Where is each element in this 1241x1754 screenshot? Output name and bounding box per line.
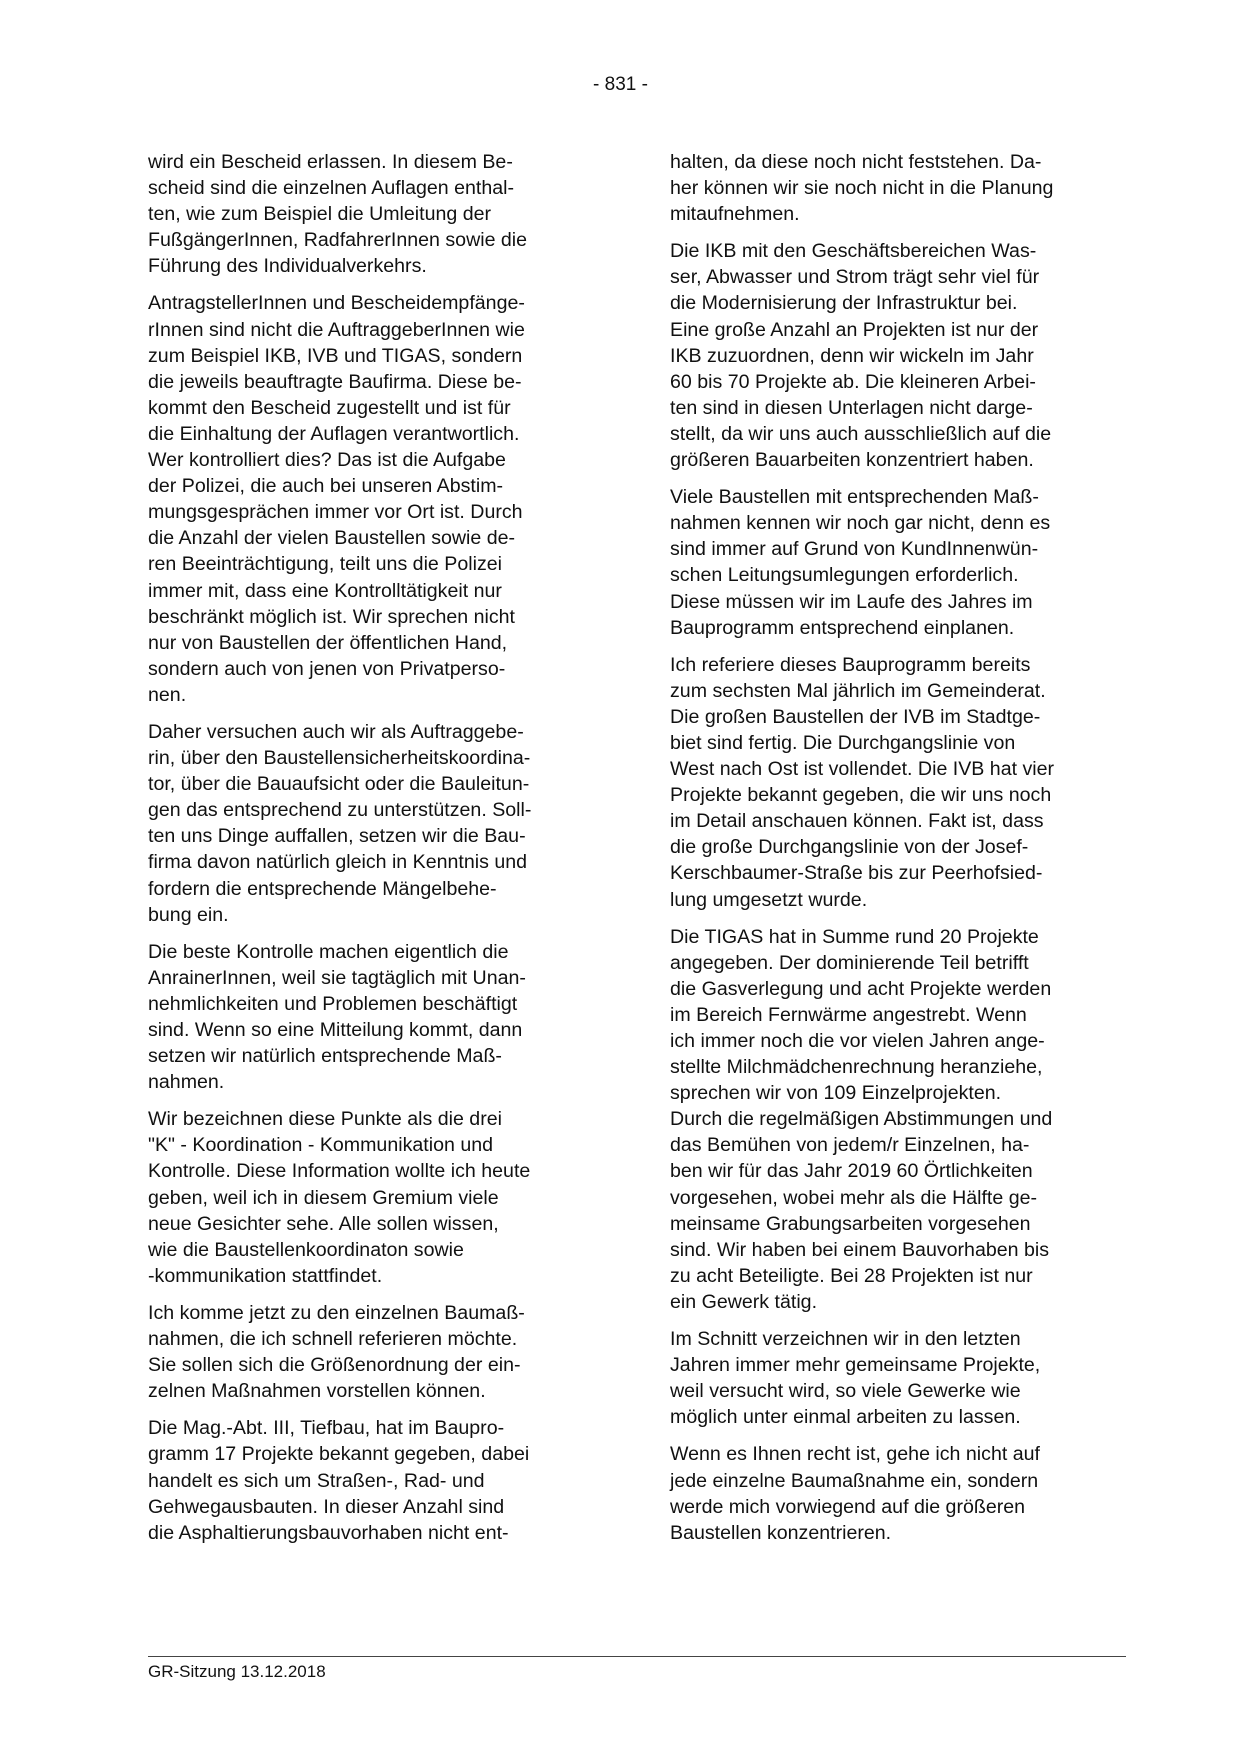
left-column [148, 149, 618, 1557]
paragraph: Viele Baustellen mit entsprechenden Maß- nahmen kennen wir noch gar nicht, denn es sind immer auf Grund von KundInnenwün- schen Leitungsumlegungen erforderlich. Diese müssen wir im Laufe des Jahres im Bauprogramm entsprechend einplanen. [670, 486, 1051, 639]
paragraph: Wir bezeichnen diese Punkte als die drei "K" - Koordination - Kommunikation und Kontrolle. Diese Information wollte ich heute geben, weil ich in diesem Gremium viele neue Gesichter sehe. Alle sollen wissen, wie die Baustellenkoordinaton sowie -kommunikation stattfindet. [148, 1108, 531, 1287]
paragraph: Die IKB mit den Geschäftsbereichen Was- ser, Abwasser und Strom trägt sehr viel für die Modernisierung der Infrastruktur bei. Eine große Anzahl an Projekten ist nur der IKB zuzuordnen, denn wir wickeln im Jahr 60 bis 70 Projekte ab. Die kleineren Arbei- ten sind in diesen Unterlagen nicht darge- stellt, da wir uns auch ausschließlich auf die größeren Bauarbeiten konzentriert haben. [670, 240, 1052, 472]
paragraph: Die Mag.-Abt. III, Tiefbau, hat im Baupro- gramm 17 Projekte bekannt gegeben, dabei handelt es sich um Straßen-, Rad- und Gehwegausbauten. In dieser Anzahl sind die Asphaltierungsbauvorhaben nicht ent- [148, 1417, 530, 1544]
paragraph: Im Schnitt verzeichnen wir in den letzten Jahren immer mehr gemeinsame Projekte, weil versucht wird, so viele Gewerke wie möglich unter einmal arbeiten zu lassen. [670, 1328, 1041, 1429]
paragraph: Wenn es Ihnen recht ist, gehe ich nicht auf jede einzelne Baumaßnahme ein, sondern werde mich vorwiegend auf die größeren Baustellen konzentrieren. [670, 1443, 1040, 1544]
footer-text: GR-Sitzung 13.12.2018 [148, 1662, 326, 1681]
paragraph: halten, da diese noch nicht feststehen. Da- her können wir sie noch nicht in die Planung mitaufnehmen. [670, 151, 1054, 226]
paragraph: AntragstellerInnen und Bescheidempfänge- rInnen sind nicht die AuftraggeberInnen wie zum Beispiel IKB, IVB und TIGAS, sondern die jeweils beauftragte Baufirma. Diese be- kommt den Bescheid zugestellt und ist für die Einhaltung der Auflagen verantwortlich. Wer kontrolliert dies? Das ist die Aufgabe der Polizei, die auch bei unseren Abstim- mungsgesprächen immer vor Ort ist. Durch die Anzahl der vielen Baustellen sowie de- ren Beeinträchtigung, teilt uns die Polizei immer mit, dass eine Kontrolltätigkeit nur beschränkt möglich ist. Wir sprechen nicht nur von Baustellen der öffentlichen Hand, sondern auch von jenen von Privatperso- nen. [148, 292, 525, 706]
paragraph: Ich referiere dieses Bauprogramm bereits zum sechsten Mal jährlich im Gemeinderat. Die großen Baustellen der IVB im Stadtge- biet sind fertig. Die Durchgangslinie von West nach Ost ist vollendet. Die IVB hat vier Projekte bekannt gegeben, die wir uns noch im Detail anschauen können. Fakt ist, dass die große Durchgangslinie von der Josef- Kerschbaumer-Straße bis zur Peerhofsied- lung umgesetzt wurde. [670, 653, 1055, 911]
paragraph: Die beste Kontrolle machen eigentlich die AnrainerInnen, weil sie tagtäglich mit Unan- nehmlichkeiten und Problemen beschäftigt sind. Wenn so eine Mitteilung kommt, dann setzen wir natürlich entsprechende Maß- nahmen. [148, 940, 526, 1094]
paragraph: Die TIGAS hat in Summe rund 20 Projekte angegeben. Der dominierende Teil betrifft die Gasverlegung und acht Projekte werden im Bereich Fernwärme angestrebt. Wenn ich immer noch die vor vielen Jahren ange- stellte Milchmädchenrechnung heranziehe, sprechen wir von 109 Einzelprojekten. Durch die regelmäßigen Abstimmungen und das Bemühen von jedem/r Einzelnen, ha- ben wir für das Jahr 2019 60 Örtlichkeiten vorgesehen, wobei mehr als die Hälfte ge- meinsame Grabungsarbeiten vorgesehen sind. Wir haben bei einem Bauvorhaben bis zu acht Beteiligte. Bei 28 Projekten ist nur ein Gewerk tätig. [670, 925, 1053, 1313]
paragraph: Ich komme jetzt zu den einzelnen Baumaß- nahmen, die ich schnell referieren möchte. Sie sollen sich die Größenordnung der ein- zelnen Maßnahmen vorstellen können. [148, 1301, 525, 1403]
page-number: - 831 - [593, 74, 648, 95]
paragraph: wird ein Bescheid erlassen. In diesem Be- scheid sind die einzelnen Auflagen enthal- ten, wie zum Beispiel die Umleitung der FußgängerInnen, RadfahrerInnen sowie die Führung des Individualverkehrs. [148, 151, 528, 278]
paragraph: Daher versuchen auch wir als Auftraggebe- rin, über den Baustellensicherheitskoordina- tor, über die Bauaufsicht oder die Bauleitun- gen das entsprechend zu unterstützen. Soll- ten uns Dinge auffallen, setzen wir die Bau- firma davon natürlich gleich in Kenntnis und fordern die entsprechende Mängelbehe- bung ein. [148, 720, 532, 926]
footer-divider [148, 1656, 1126, 1657]
right-column [670, 149, 1138, 1557]
